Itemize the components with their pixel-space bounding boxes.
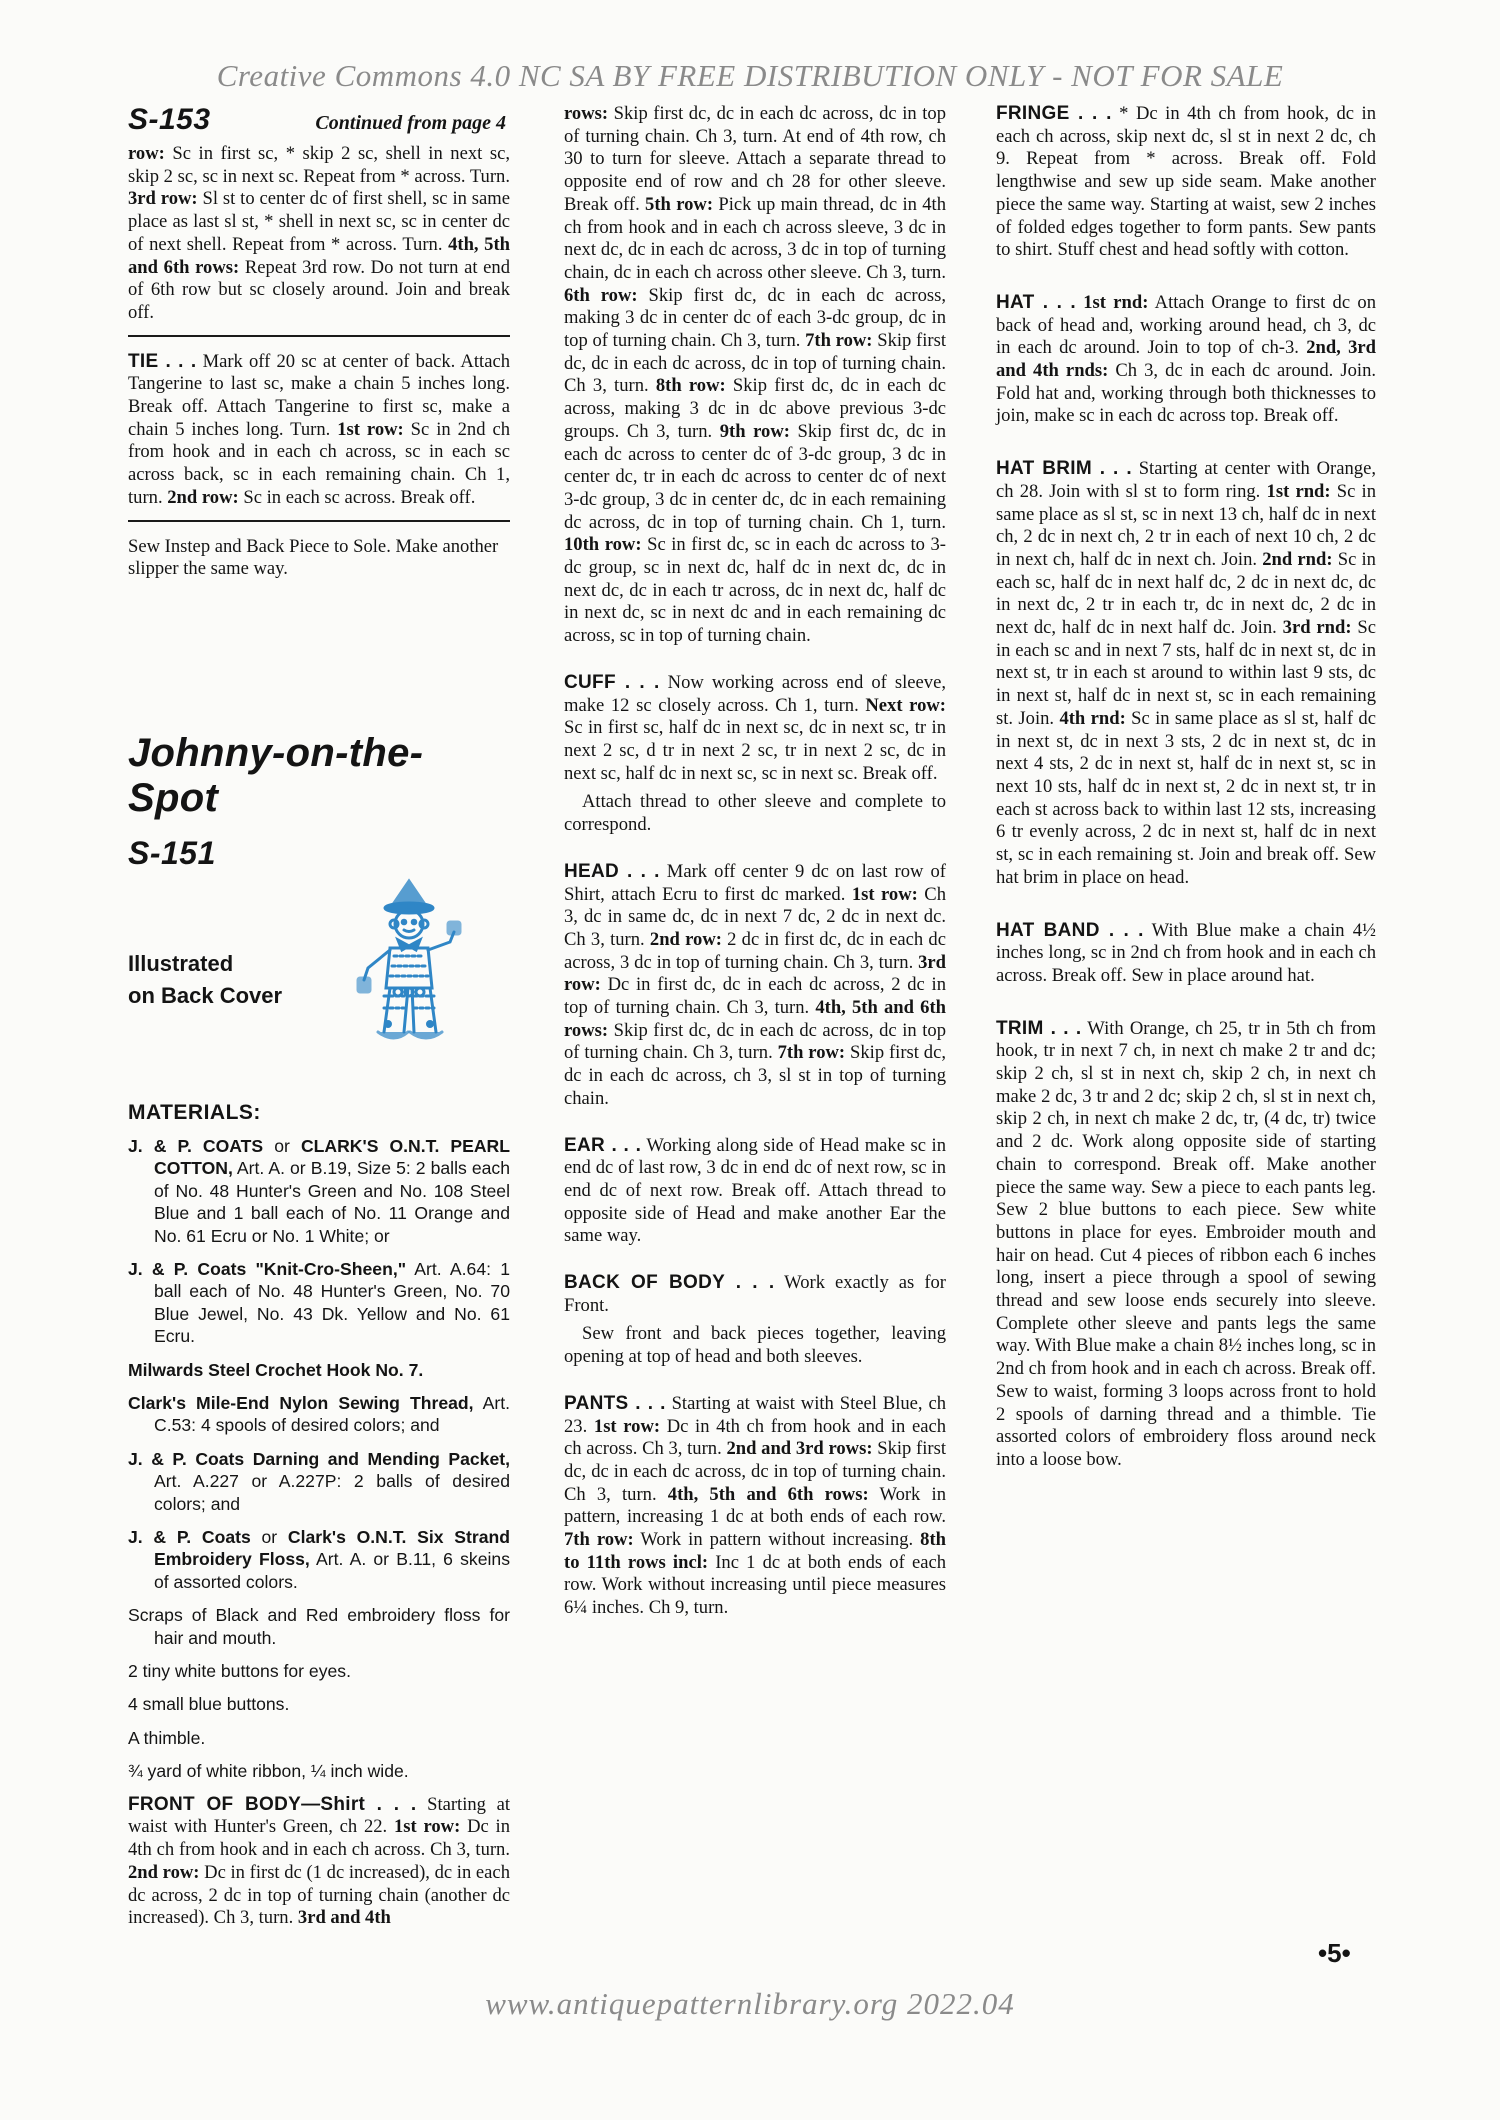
front-text: Dc in first dc (1 dc increased), dc in each dc across, 2 dc in top of turning chain (another dc increased). Ch 3, turn. [128, 1861, 510, 1929]
trim-text: With Orange, ch 25, tr in 5th ch from hook, tr in next 7 ch, in next ch make 2 tr and dc; skip 2 ch, sl st in next ch, skip 2 ch, in next ch make 2 dc, 3 tr and 2 dc; skip 2 ch, sl st in next ch, skip 2 ch, in next ch make 2 dc, tr, (4 dc, tr) twice and 2 dc. Work along opposite side of starting chain to correspond. Break off. Make another piece the same way. Sew a piece to each pants leg. Sew 2 blue buttons to each piece. Sew white buttons in place for eyes. Embroider mouth and hair on head. Cut 4 pieces of ribbon each 6 inches long, insert a piece through a spool of sewing thread and sew loose ends securely into sleeve. Complete other sleeve and pants legs the same way. With Blue make a chain 8½ inches long, sc in 2nd ch from hook and in each ch across. Break off. Sew to waist, forming 3 loops across front to hold 2 spools of darning thread and a thimble. Tie assorted colors of embroidery floss around neck into a loose bow. [996, 1017, 1377, 1470]
pants-text: Dc in 4th ch from hook and in each ch across. Ch 3, turn. [564, 1415, 947, 1460]
text: Sc in first dc, sc in each dc across to 3-dc group, sc in next dc, half dc in next dc, dc in next dc, dc in each tr across, dc in next dc, half dc in next dc, sc in next dc and in each remaining dc across, sc in top of turning chain. [564, 534, 946, 647]
front-of-body-continued [564, 103, 946, 648]
front-row-label: 3rd and 4th [297, 1907, 391, 1929]
illustrated-note [128, 948, 282, 1012]
column-left [128, 103, 510, 1954]
materials-bold: J. & P. Coats Darning and Mending Packet, [128, 1448, 510, 1469]
hat-row-label: 2nd, 3rd and 4th rnds: [996, 337, 1376, 382]
materials-mid: or [250, 1527, 288, 1548]
pants-heading: PANTS . . . [564, 1392, 666, 1414]
hat-text: Ch 3, dc in each dc around. Join. Fold hat and, working through both thicknesses to join, make sc in each dc across top. Break off. [996, 360, 1377, 427]
tie-section [128, 351, 510, 510]
fringe-heading: FRINGE . . . [996, 103, 1112, 124]
back-cover-label: on Back Cover [128, 982, 283, 1008]
head-text: Skip first dc, dc in each dc across, ch 3, sl st in top of turning chain. [564, 1042, 947, 1109]
license-banner: Creative Commons 4.0 NC SA BY FREE DISTRIBUTION ONLY - NOT FOR SALE [216, 58, 1284, 93]
s151-code: S-151 [128, 834, 216, 871]
materials-rest: Art. A. or B.19, Size 5: 2 balls each of No. 48 Hunter's Green and No. 108 Steel Blue and 1 ball each of No. 11 Orange and No. 61 Ecru or No. 1 White; or [154, 1158, 510, 1246]
s153-row-label: 3rd row: [128, 188, 198, 210]
ear-section [564, 1135, 946, 1249]
cuff-row-label: Next row: [865, 694, 947, 716]
head-row-label: 1st row: [851, 883, 918, 905]
cuff-text: Sc in first sc, half dc in next sc, dc in next sc, tr in next 2 sc, d tr in next 2 sc, tr in next 2 sc, dc in next sc, half dc in next sc, sc in next sc. Break off. [564, 717, 946, 784]
ear-heading: EAR . . . [564, 1134, 642, 1156]
pants-section [564, 1393, 946, 1620]
head-text: Ch 3, dc in same dc, dc in next 7 dc, 2 dc in next dc. Ch 3, turn. [564, 883, 946, 950]
s153-text: Repeat 3rd row. Do not turn at end of 6th row but sc closely around. Join and break off. [128, 256, 510, 323]
text: Pick up main thread, dc in 4th ch from hook and in each ch across sleeve, 3 dc in next dc, dc in each dc across, 3 dc in top of turning chain, dc in each ch across other sleeve. Ch 3, turn. [564, 193, 947, 283]
brim-row-label: 4th rnd: [1059, 707, 1126, 729]
materials-bold: J. & P. Coats "Knit-Cro-Sheen," [128, 1258, 407, 1279]
s153-text: Sl st to center dc of first shell, sc in same place as last sl st, * shell in next sc, sc in center dc of next shell. Repeat from * across. Turn. [128, 188, 510, 255]
head-heading: HEAD . . . [564, 860, 660, 882]
divider [128, 335, 510, 337]
materials-bold2: Clark's O.N.T. Six Strand Embroidery Floss, [154, 1527, 510, 1570]
head-row-label: 4th, 5th and 6th rows: [564, 997, 946, 1041]
brim-text: Sc in each sc and in next 7 sts, half dc in next st, dc in next st, tr in each st around to within last 9 sts, dc in next st, half dc in next st, sc in each remaining st. Join. [996, 617, 1377, 729]
hat-brim-section [996, 458, 1376, 889]
back-of-body-heading: BACK OF BODY . . . [564, 1272, 775, 1294]
front-row-label: 2nd row: [128, 1861, 200, 1883]
hat-row-label: 1st rnd: [1075, 291, 1149, 313]
pants-text: Starting at waist with Steel Blue, ch 23. [564, 1392, 946, 1437]
materials-heading: MATERIALS: [128, 1100, 261, 1124]
pants-row-label: 4th, 5th and 6th rows: [667, 1483, 869, 1505]
tie-heading: TIE . . . [128, 350, 197, 372]
fringe-section [996, 103, 1376, 262]
s153-heading [128, 103, 510, 137]
front-of-body-section [128, 1794, 510, 1930]
brim-row-label: 1st rnd: [1266, 480, 1331, 502]
pants-text: Skip first dc, dc in each dc across, dc in top of turning chain. Ch 3, turn. [564, 1438, 946, 1505]
materials-list [128, 1135, 510, 1783]
cuff-note: Attach thread to other sleeve and complete to correspond. [564, 791, 946, 836]
tie-row-label: 2nd row: [167, 486, 239, 508]
pants-text: Work in pattern, increasing 1 dc at both ends of each row. [564, 1483, 946, 1528]
band-text: With Blue make a chain 4½ inches long, sc in 2nd ch from hook and in each ch across. Break off. Sew in place around hat. [996, 919, 1376, 986]
tie-text: Sc in 2nd ch from hook and in each ch across, sc in each sc across back, sc in each remaining chain. Ch 1, turn. [128, 418, 510, 508]
front-text: Dc in 4th ch from hook and in each ch across. Ch 3, turn. [128, 1816, 510, 1861]
row-label: 5th row: [645, 193, 714, 215]
materials-rest: Art. C.53: 4 spools of desired colors; and [154, 1393, 510, 1436]
text: Skip first dc, dc in each dc across, dc in top of turning chain. Ch 3, turn. At end of 4th row, ch 30 to turn for sleeve. Attach a separate thread to opposite end of row and ch 28 for other sleeve. Break off. [564, 103, 946, 215]
pants-text: Inc 1 dc at both ends of each row. Work without increasing until piece measures 6¼ inches. Ch 9, turn. [564, 1551, 946, 1619]
materials-pre: 2 tiny white buttons for eyes. [128, 1661, 351, 1682]
pants-row-label: 1st row: [593, 1415, 661, 1437]
head-text: Dc in first dc, dc in each dc across, 2 dc in top of turning chain. Ch 3, turn. [564, 974, 946, 1019]
pattern-title: Johnny-on-the-Spot [128, 730, 424, 820]
row-label: 10th row: [564, 534, 642, 556]
s153-row-label: 4th, 5th and 6th rows: [128, 233, 510, 278]
back-text: Work exactly as for Front. [564, 1272, 947, 1316]
column-right [996, 103, 1376, 1496]
back-of-body-section [564, 1272, 946, 1317]
materials-bold: J. & P. Coats [128, 1527, 251, 1548]
hat-text: Attach Orange to first dc on back of head and, working around head, ch 3, dc in each dc around. Join to top of ch-3. [996, 291, 1376, 359]
brim-row-label: 2nd rnd: [1262, 548, 1333, 570]
tie-text: Mark off 20 sc at center of back. Attach Tangerine to last sc, make a chain 5 inches long. Break off. Attach Tangerine to first sc, make a chain 5 inches long. Turn. [128, 350, 510, 440]
front-text: Starting at waist with Hunter's Green, ch 22. [128, 1793, 510, 1838]
row-label: 6th row: [564, 284, 638, 306]
materials-item [128, 1258, 510, 1348]
sew-instructions: Sew Instep and Back Piece to Sole. Make another slipper the same way. [128, 535, 499, 580]
materials-rest: Art. A. or B.11, 6 skeins of assorted colors. [154, 1549, 511, 1592]
continued-note: Continued from page 4 [315, 112, 506, 134]
s153-text: Sc in first sc, * skip 2 sc, shell in next sc, skip 2 sc, sc in next sc. Repeat from * across. Turn. [128, 143, 510, 187]
tie-row-label: 1st row: [337, 418, 404, 440]
pants-text: Work in pattern without increasing. [633, 1529, 921, 1551]
text: Skip first dc, dc in each dc across, making 3 dc in dc above previous 3-dc groups. Ch 3, turn. [564, 375, 946, 442]
brim-text: Starting at center with Orange, ch 28. Join with sl st to form ring. [996, 458, 1376, 502]
pants-row-label: 7th row: [564, 1529, 634, 1551]
hat-heading: HAT . . . [996, 291, 1076, 313]
materials-item [128, 1392, 510, 1437]
materials-rest: Art. A.227 or A.227P: 2 balls of desired colors; and [154, 1471, 510, 1514]
hat-section [996, 292, 1376, 428]
illustration-row [128, 876, 510, 1061]
materials-bold2: CLARK'S O.N.T. PEARL COTTON, [154, 1135, 511, 1179]
fringe-text: * Dc in 4th ch from hook, dc in each ch across, skip next dc, sl st in next 2 dc, ch 9. Repeat from * across. Break off. Fold lengthwise and sew up side seam. Make another piece the same way. Starting at waist, sew 2 inches of folded edges together to form pants. Sew pants to shirt. Stuff chest and head softly with cotton. [996, 103, 1377, 261]
page-number: •5• [1318, 1938, 1351, 1968]
column-middle [564, 103, 946, 1644]
footer-url: www.antiquepatternlibrary.org 2022.04 [485, 1986, 1015, 2021]
materials-item [128, 1660, 510, 1682]
hat-brim-heading: HAT BRIM . . . [996, 458, 1132, 480]
trim-section [996, 1018, 1376, 1472]
front-of-body-heading: FRONT OF BODY—Shirt . . . [128, 1793, 417, 1815]
materials-item [128, 1359, 510, 1381]
hat-band-heading: HAT BAND . . . [996, 919, 1144, 941]
s153-row-label: row: [128, 143, 173, 164]
materials-item [128, 1135, 510, 1247]
illustrated-label: Illustrated [128, 950, 234, 976]
brim-row-label: 3rd rnd: [1282, 617, 1352, 639]
s153-instructions [128, 143, 510, 325]
divider [128, 520, 510, 522]
cuff-text: Now working across end of sleeve, make 12 sc closely across. Ch 1, turn. [564, 671, 946, 716]
materials-rest: Art. A.64: 1 ball each of No. 48 Hunter's Green, No. 70 Blue Jewel, No. 43 Dk. Yellow and No. 61 Ecru. [154, 1258, 510, 1347]
materials-item [128, 1693, 510, 1715]
cuff-heading: CUFF . . . [564, 671, 660, 693]
materials-mid: or [263, 1135, 301, 1156]
text: Skip first dc, dc in each dc across, dc in top of turning chain. Ch 3, turn. [564, 330, 946, 397]
clown-doll-illustration-icon [354, 876, 464, 1061]
materials-item [128, 1760, 510, 1782]
tie-text: Sc in each sc across. Break off. [238, 486, 476, 508]
materials-pre: Scraps of Black and Red embroidery floss for hair and mouth. [128, 1605, 510, 1648]
brim-text: Sc in same place as sl st, sc in next 13 ch, half dc in next ch, 2 dc in next ch, 2 tr in each of next 10 ch, 2 dc in next ch, half dc in next ch. Join. [996, 480, 1377, 570]
brim-text: Sc in same place as sl st, half dc in next st, dc in next 3 sts, 2 dc in next st, dc in next 4 sts, 2 dc in next st, half dc in next st, sc in next 10 sts, half dc in next st, 2 dc in next st, tr in each st across back to within last 12 sts, increasing 6 tr evenly across, 2 dc in next st, half dc in next st, sc in each remaining st. Join and break off. Sew hat brim in place on head. [996, 707, 1376, 888]
materials-item [128, 1604, 510, 1649]
head-row-label: 2nd row: [649, 928, 722, 950]
materials-pre: 4 small blue buttons. [128, 1694, 290, 1715]
head-row-label: 7th row: [777, 1042, 846, 1064]
row-label: 7th row: [805, 330, 873, 352]
s153-code: S-153 [128, 103, 211, 136]
head-section [564, 861, 946, 1111]
materials-pre: A thimble. [128, 1727, 206, 1748]
materials-bold: Clark's Mile-End Nylon Sewing Thread, [128, 1393, 474, 1414]
text: Skip first dc, dc in each dc across to center dc of 3-dc group, 3 dc in center dc, tr in each dc across to center dc of next 3-dc group, 3 dc in center dc, dc in each remaining dc across, dc in top of turning chain. Ch 1, turn. [564, 420, 946, 533]
head-text: 2 dc in first dc, dc in each dc across, 3 dc in top of turning chain. Ch 3, turn. [564, 928, 946, 973]
pants-row-label: 8th to 11th rows incl: [564, 1529, 946, 1573]
back-of-body-note: Sew front and back pieces together, leaving opening at top of head and both sleeves. [564, 1323, 946, 1368]
materials-item [128, 1526, 510, 1593]
materials-item [128, 1727, 510, 1749]
front-row-label: 1st row: [393, 1816, 461, 1838]
cuff-section [564, 672, 946, 786]
row-label: rows: [564, 103, 609, 124]
materials-bold: J. & P. COATS [128, 1135, 264, 1156]
materials-bold: Milwards Steel Crochet Hook No. 7. [128, 1359, 424, 1380]
materials-item [128, 1448, 510, 1515]
materials-pre: ¾ yard of white ribbon, ¼ inch wide. [128, 1761, 409, 1782]
pants-row-label: 2nd and 3rd rows: [726, 1438, 873, 1460]
hat-band-section [996, 920, 1376, 988]
ear-text: Working along side of Head make sc in end dc of last row, 3 dc in end dc of next row, sc in end dc of next row. Break off. Attach thread to opposite side of Head and make another Ear the same way. [564, 1134, 947, 1247]
head-text: Skip first dc, dc in each dc across, dc in top of turning chain. Ch 3, turn. [564, 1019, 946, 1064]
text: Skip first dc, dc in each dc across, making 3 dc in center dc of each 3-dc group, dc in top of turning chain. Ch 3, turn. [564, 284, 946, 352]
brim-text: Sc in each sc, half dc in next half dc, 2 dc in next dc, dc in next dc, 2 tr in each tr, dc in next dc, 2 dc in next dc, half dc in next half dc. Join. [996, 548, 1376, 639]
trim-heading: TRIM . . . [996, 1017, 1082, 1039]
row-label: 9th row: [719, 420, 790, 442]
row-label: 8th row: [655, 375, 726, 397]
head-text: Mark off center 9 dc on last row of Shirt, attach Ecru to first dc marked. [564, 860, 946, 905]
head-row-label: 3rd row: [564, 951, 946, 996]
